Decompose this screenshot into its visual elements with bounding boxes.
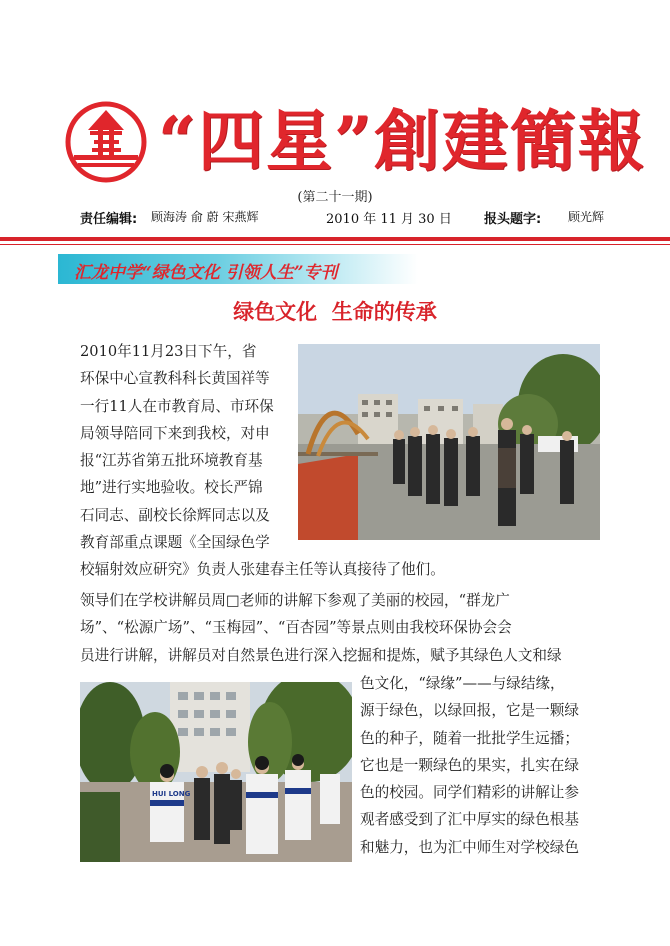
header-rule-thin (0, 244, 670, 245)
special-issue-banner-text: 汇龙中学“绿色文化 引领人生”专刊 (74, 263, 338, 283)
header-rule (0, 237, 670, 241)
text-line: 2010年11月23日下午，省 (80, 343, 257, 360)
masthead-title: “四星”創建簡報 (158, 102, 646, 180)
text-line: 它也是一颗绿色的果实，扎实在绿 (360, 756, 579, 774)
text-line: 环保中心宣教科科长黄国祥等 (80, 370, 270, 388)
text-line: 一行11人在市教育局、市环保 (80, 397, 274, 415)
title-credit-label: 报头题字: (484, 212, 542, 227)
photo-student-guides (80, 682, 352, 862)
school-logo-icon (64, 100, 148, 184)
article-paragraph-3 (360, 670, 579, 861)
text-line: 局领导陪同下来到我校，对申 (80, 424, 270, 442)
text-line: 色文化，“绿缘”——与绿结缘， (360, 675, 565, 692)
article-headline: 绿色文化 生命的传承 (233, 299, 437, 324)
publish-date: 2010 年 11 月 30 日 (326, 212, 452, 227)
issue-number: (第二十一期) (297, 190, 373, 205)
text-line: 地”进行实地验收。校长严锦 (80, 479, 263, 497)
text-line: 源于绿色，以绿回报，它是一颗绿 (360, 702, 579, 720)
article-paragraph-2 (80, 587, 562, 669)
photo-campus-visit (298, 344, 600, 540)
editors-label: 责任编辑: (80, 212, 138, 227)
text-line: 校辐射效应研究》负责人张建春主任等认真接待了他们。 (80, 561, 445, 579)
text-line: 员进行讲解，讲解员对自然景色进行深入挖掘和提炼，赋予其绿色人文和绿 (80, 646, 562, 664)
masthead-info-bar (80, 208, 620, 228)
text-line: 和魅力，也为汇中师生对学校绿色 (360, 838, 579, 856)
text-line: 场”、“松源广场”、“玉梅园”、“百杏园”等景点则由我校环保协会会 (80, 619, 512, 637)
editors: 顾海涛 俞 蔚 宋燕辉 (151, 210, 259, 224)
jacket-text: HUI LONG (152, 790, 191, 798)
text-line: 教育部重点课题《全国绿色学 (80, 534, 270, 552)
text-line: 色的种子，随着一批批学生远播； (360, 729, 579, 747)
text-line: 领导们在学校讲解员周□老师的讲解下参观了美丽的校园，“群龙广 (80, 592, 510, 609)
title-credit: 顾光辉 (568, 210, 605, 224)
text-line: 观者感受到了汇中厚实的绿色根基 (360, 811, 579, 829)
text-line: 石同志、副校长徐辉同志以及 (80, 506, 270, 524)
text-line: 色的校园。同学们精彩的讲解让参 (360, 784, 579, 802)
text-line: 报“江苏省第五批环境教育基 (80, 452, 263, 470)
